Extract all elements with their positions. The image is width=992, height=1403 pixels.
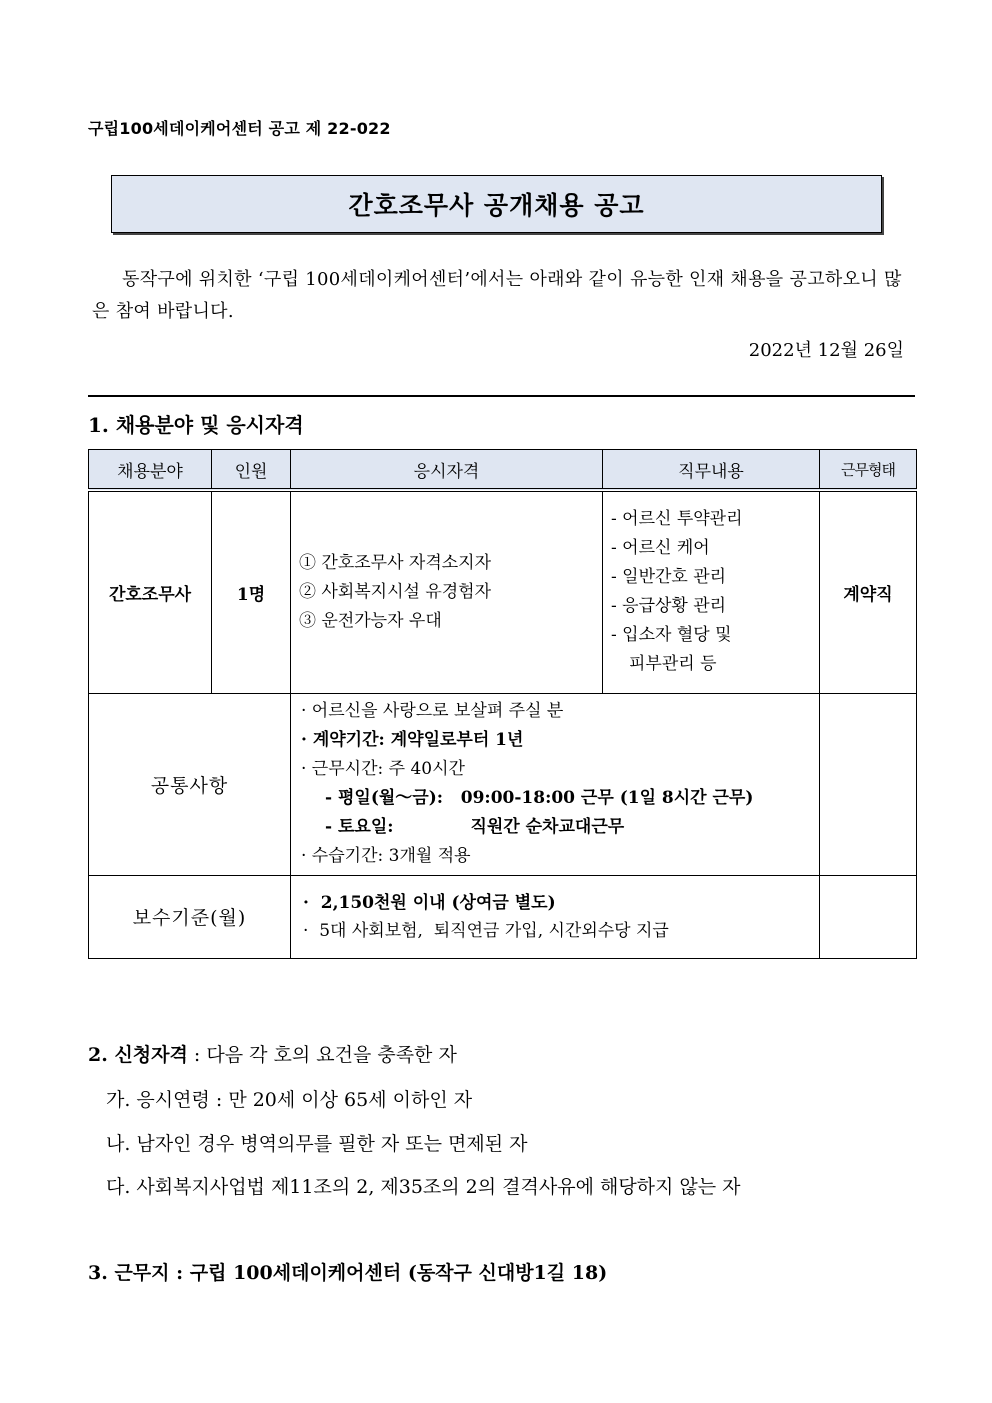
empty-cell bbox=[820, 693, 917, 875]
header-qualification: 응시자격 bbox=[291, 450, 603, 491]
list-item: - 어르신 케어 bbox=[611, 538, 710, 559]
list-item: · 수습기간: 3개월 적용 bbox=[301, 846, 471, 866]
list-item: · 근무시간: 주 40시간 bbox=[301, 759, 465, 779]
section1-heading: 1. 채용분야 및 응시자격 bbox=[88, 413, 304, 437]
table-row bbox=[89, 490, 917, 693]
type-cell: 계약직 bbox=[820, 490, 917, 693]
header-duties: 직무내용 bbox=[603, 450, 820, 491]
list-item: - 어르신 투약관리 bbox=[611, 509, 743, 530]
section2-heading bbox=[88, 1040, 457, 1067]
pay-label: 보수기준(월) bbox=[89, 875, 291, 958]
list-item: - 응급상황 관리 bbox=[611, 596, 727, 617]
header-type: 근무형태 bbox=[820, 450, 917, 491]
list-item: - 일반간호 관리 bbox=[611, 567, 727, 588]
announcement-date: 2022년 12월 26일 bbox=[748, 340, 904, 361]
common-label: 공통사항 bbox=[89, 693, 291, 875]
table-row bbox=[89, 875, 917, 958]
list-item: 피부관리 등 bbox=[629, 654, 717, 675]
divider bbox=[88, 395, 915, 397]
pay-cell bbox=[291, 875, 820, 958]
notice-number: 구립100세데이케어센터 공고 제 22-022 bbox=[88, 119, 391, 138]
table-header-row bbox=[89, 450, 917, 491]
section2-title: 2. 신청자격 bbox=[88, 1044, 188, 1066]
section3-heading: 3. 근무지 : 구립 100세데이케어센터 (동작구 신대방1길 18) bbox=[88, 1262, 608, 1284]
header-count: 인원 bbox=[212, 450, 291, 491]
list-item: · 2,150천원 이내 (상여금 별도) bbox=[303, 892, 556, 913]
count-cell: 1명 bbox=[212, 490, 291, 693]
page-title-text: 간호조무사 공개채용 공고 bbox=[348, 191, 645, 220]
qualification-cell bbox=[291, 490, 603, 693]
header-field: 채용분야 bbox=[89, 450, 212, 491]
field-cell: 간호조무사 bbox=[89, 490, 212, 693]
empty-cell bbox=[820, 875, 917, 958]
list-item: - 토요일: 직원간 순차교대근무 bbox=[325, 817, 625, 837]
list-item: 나. 남자인 경우 병역의무를 필한 자 또는 면제된 자 bbox=[106, 1133, 528, 1155]
list-item: ② 사회복지시설 유경험자 bbox=[299, 581, 492, 602]
list-item: - 평일(월～금): 09:00-18:00 근무 (1일 8시간 근무) bbox=[325, 788, 754, 808]
page-title bbox=[111, 175, 882, 233]
list-item: ③ 운전가능자 우대 bbox=[299, 610, 442, 631]
table-row bbox=[89, 693, 917, 875]
intro-paragraph: 동작구에 위치한 ‘구립 100세데이케어센터’에서는 아래와 같이 유능한 인재 채용을 공고하오니 많은 참여 바랍니다. bbox=[92, 269, 902, 322]
list-item: 가. 응시연령 : 만 20세 이상 65세 이하인 자 bbox=[106, 1089, 473, 1111]
recruitment-table bbox=[88, 449, 917, 959]
list-item: · 계약기간: 계약일로부터 1년 bbox=[301, 730, 524, 750]
list-item: 다. 사회복지사업법 제11조의 2, 제35조의 2의 결격사유에 해당하지 않는 자 bbox=[106, 1176, 741, 1198]
section2-desc: : 다음 각 호의 요건을 충족한 자 bbox=[187, 1044, 457, 1066]
duties-cell bbox=[603, 490, 820, 693]
list-item: · 5대 사회보험, 퇴직연금 가입, 시간외수당 지급 bbox=[303, 920, 669, 941]
list-item: - 입소자 혈당 및 bbox=[611, 625, 732, 646]
list-item: · 어르신을 사랑으로 보살펴 주실 분 bbox=[301, 701, 564, 721]
list-item: ① 간호조무사 자격소지자 bbox=[299, 552, 492, 573]
common-cell bbox=[291, 693, 820, 875]
